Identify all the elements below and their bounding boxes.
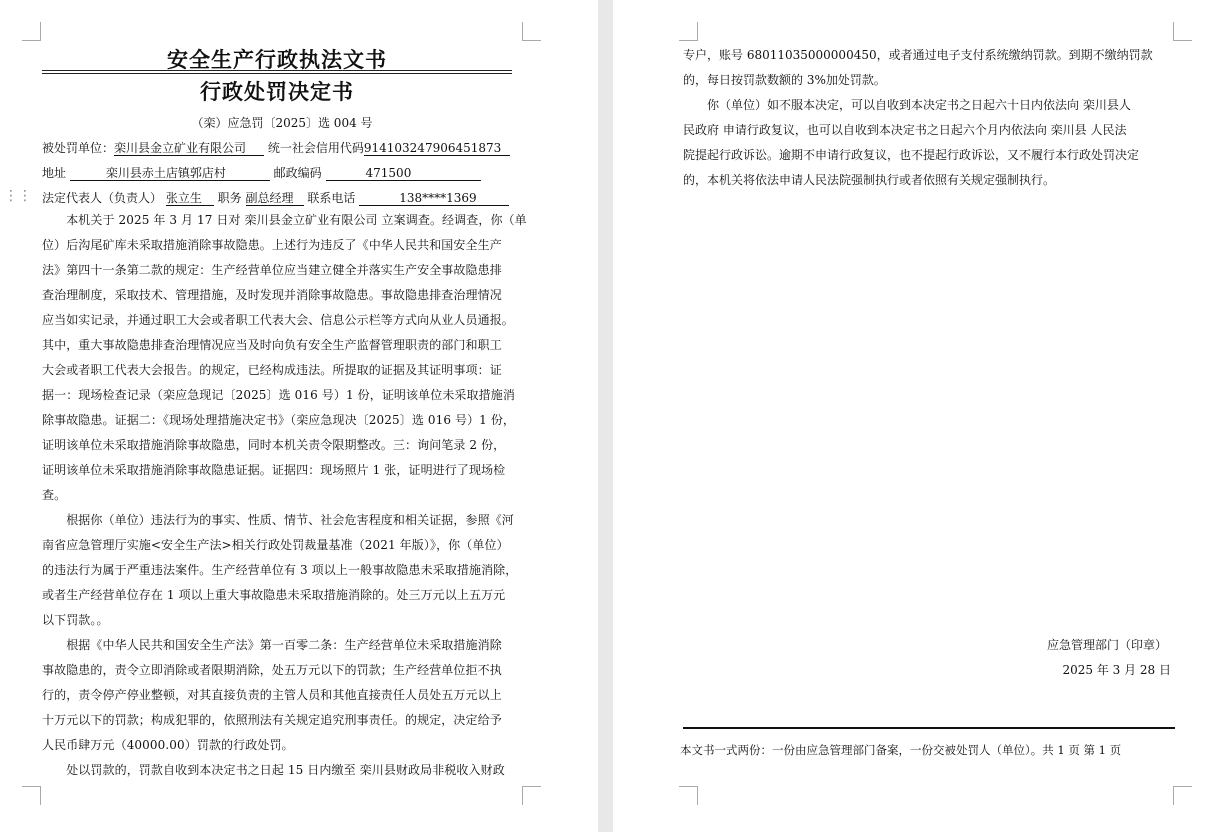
body-line: 位）后沟尾矿库未采取措施消除事故隐患。上述行为违反了《中华人民共和国安全生产 (42, 238, 502, 252)
body-line: 大会或者职工代表大会报告。的规定，已经构成违法。所提取的证据及其证明事项：证 (42, 363, 502, 377)
body-line: 事故隐患的，责令立即消除或者限期消除，处五万元以下的罚款；生产经营单位拒不执 (42, 663, 502, 677)
body-line: 的，每日按罚款数额的 3%加处罚款。 (683, 73, 886, 87)
body-line: 除事故隐患。证据二：《现场处理措施决定书》（栾应急现决〔2025〕选 016 号）1 份， (42, 413, 516, 427)
crop-mark (522, 22, 541, 41)
party-rep-line (42, 189, 522, 207)
party-unit-line (42, 139, 522, 157)
body-line: 证明该单位未采取措施消除事故隐患，同时本机关责令限期整改。三：询问笔录 2 份， (42, 438, 506, 452)
rep-name: 张立生 (166, 191, 214, 206)
body-line: 据一：现场检查记录（栾应急现记〔2025〕选 016 号）1 份，证明该单位未采取措施消 (42, 388, 515, 402)
body-line: 民政府 申请行政复议，也可以自收到本决定书之日起六个月内依法向 栾川县 人民法 (683, 123, 1127, 137)
body-line: 处以罚款的，罚款自收到本决定书之日起 15 日内缴至 栾川县财政局非税收入财政 (42, 763, 505, 777)
body-line: 根据《中华人民共和国安全生产法》第一百零二条：生产经营单位未采取措施消除 (42, 638, 502, 652)
postcode-value: 471500 (326, 166, 481, 181)
drag-handle-icon[interactable]: ⋮⋮ (4, 188, 32, 204)
unit-label: 被处罚单位： (42, 141, 115, 155)
rep-label: 法定代表人（负责人） (42, 191, 163, 205)
body-line: 证明该单位未采取措施消除事故隐患证据。证据四：现场照片 1 张，证明进行了现场检 (42, 463, 506, 477)
crop-mark (1173, 786, 1192, 805)
party-address-line (42, 164, 522, 182)
body-line: 的违法行为属于严重违法案件。生产经营单位有 3 项以上一般事故隐患未采取措施消除， (42, 563, 518, 577)
body-line: 本机关于 2025 年 3 月 17 日对 栾川县金立矿业有限公司 立案调查。经调查，你（单 (42, 213, 527, 227)
body-line: 你（单位）如不服本决定，可以自收到本决定书之日起六十日内依法向 栾川县人 (683, 98, 1131, 112)
body-line: 根据你（单位）违法行为的事实、性质、情节、社会危害程度和相关证据，参照《河 (42, 513, 514, 527)
crop-mark (22, 786, 41, 805)
body-line: 院提起行政诉讼。逾期不申请行政复议，也不提起行政诉讼，又不履行本行政处罚决定 (683, 148, 1140, 162)
body-line: 法》第四十一条第二款的规定：生产经营单位应当建立健全并落实生产安全事故隐患排 (42, 263, 502, 277)
seal-label: 应急管理部门（印章） (1046, 638, 1167, 652)
title-rule (42, 70, 512, 71)
position-label: 职务 (217, 191, 242, 205)
body-line: 其中，重大事故隐患排查治理情况应当及时向负有安全生产监督管理职责的部门和职工 (42, 338, 502, 352)
body-line: 十万元以下的罚款；构成犯罪的，依照刑法有关规定追究刑事责任。的规定，决定给予 (42, 713, 502, 727)
crop-mark (1173, 22, 1192, 41)
unit-name: 栾川县金立矿业有限公司 (114, 141, 264, 156)
body-line: 以下罚款。。 (42, 613, 109, 627)
crop-mark (522, 786, 541, 805)
body-line: 或者生产经营单位存在 1 项以上重大事故隐患未采取措施消除的。处三万元以上五万元 (42, 588, 506, 602)
page-1 (0, 0, 598, 832)
phone-label: 联系电话 (307, 191, 356, 205)
body-line: 应当如实记录，并通过职工大会或者职工代表大会、信息公示栏等方式向从业人员通报。 (42, 313, 514, 327)
crop-mark (679, 22, 698, 41)
body-line: 查。 (42, 488, 67, 502)
body-line: 人民币肆万元（40000.00）罚款的行政处罚。 (42, 738, 294, 752)
address-value: 栾川县赤土店镇郭店村 (70, 166, 270, 181)
body-line: 行的，责令停产停业整顿，对其直接负责的主管人员和其他直接责任人员处五万元以上 (42, 688, 502, 702)
body-line: 的，本机关将依法申请人民法院强制执行或者依照有关规定强制执行。 (683, 173, 1056, 187)
body-line: 查治理制度，采取技术、管理措施，及时发现并消除事故隐患。事故隐患排查治理情况 (42, 288, 502, 302)
credit-label: 统一社会信用代码 (267, 141, 364, 155)
position-value: 副总经理 (246, 191, 304, 206)
document-number: （栾）应急罚〔2025〕选 004 号 (191, 116, 373, 130)
footer-note: 本文书一式两份：一份由应急管理部门备案，一份交被处罚人（单位）。共 1 页 第 1 页 (680, 743, 1122, 757)
body-line: 南省应急管理厅实施<安全生产法>相关行政处罚裁量基准（2021 年版）》，你（单位） (42, 538, 509, 552)
document-subtitle: 行政处罚决定书 (200, 79, 354, 104)
phone-value: 138****1369 (359, 191, 509, 206)
document-title: 安全生产行政执法文书 (167, 47, 387, 72)
crop-mark (22, 22, 41, 41)
issue-date: 2025 年 3 月 28 日 (1062, 663, 1171, 677)
title-rule (42, 73, 512, 74)
credit-code: 914103247906451873 (364, 141, 510, 156)
address-label: 地址 (42, 166, 67, 180)
crop-mark (679, 786, 698, 805)
postcode-label: 邮政编码 (273, 166, 322, 180)
footer-rule (683, 727, 1175, 729)
body-line: 专户，账号 68011035000000450，或者通过电子支付系统缴纳罚款。到期不缴纳罚款 (683, 48, 1153, 62)
